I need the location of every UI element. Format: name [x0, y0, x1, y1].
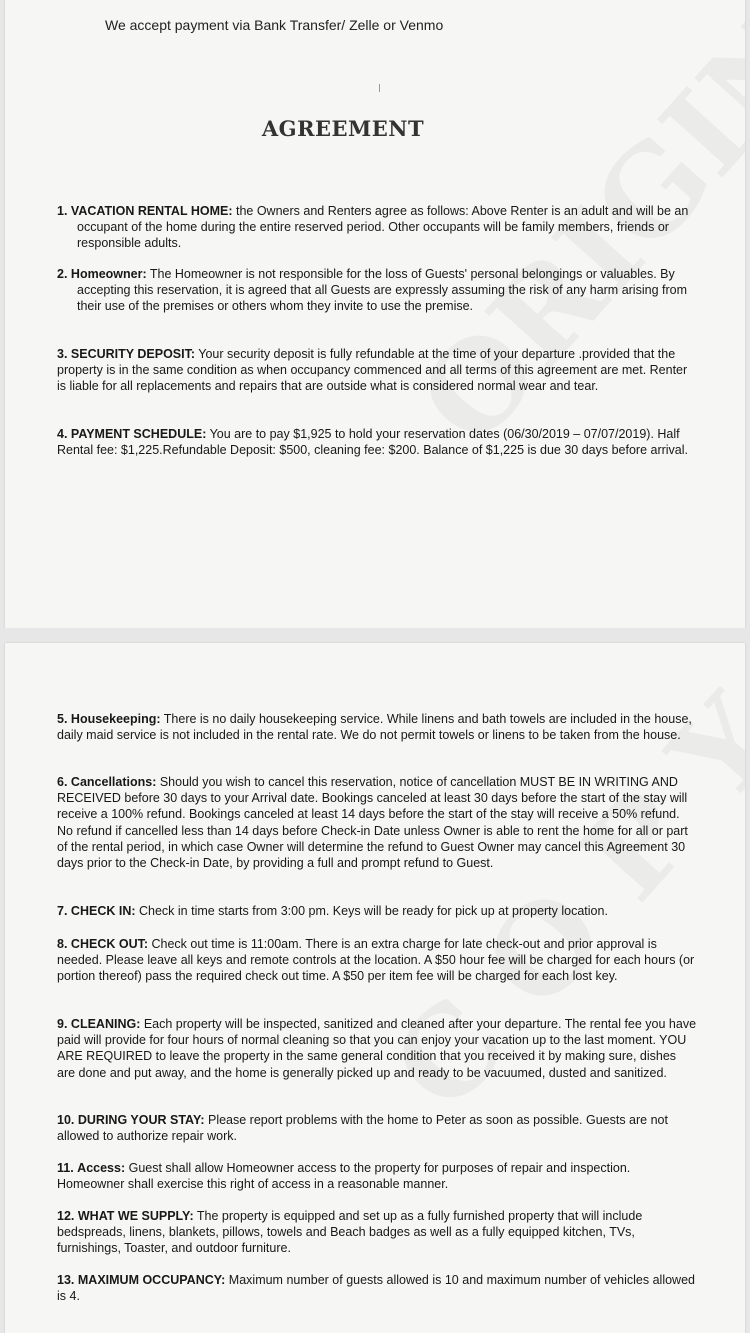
clause-1: 1. VACATION RENTAL HOME: the Owners and Renters agree as follows: Above Renter is an adult and will be an occupant of the home during the entire reserved period. Other occupants will be family members, friends or responsible adults. [57, 204, 689, 251]
clause-9: 9. CLEANING: Each property will be inspected, sanitized and cleaned after your departure. The rental fee you have paid will provide for four hours of normal cleaning so that you can enjoy your vacation up to the last moment. YOU ARE REQUIRED to leave the property in the same general condition that you received it by making sure, dishes are done and put away, and the home is generally picked up and ready to be vacuumed, dusted and sanitized. [57, 1017, 697, 1080]
clause-4: 4. PAYMENT SCHEDULE: You are to pay $1,925 to hold your reservation dates (06/30/2019 – 07/07/2019). Half Rental fee: $1,225.Refundable Deposit: $500, cleaning fee: $200. Balance of $1,225 is due 30 days before arrival. [57, 427, 688, 458]
clause-12: 12. WHAT WE SUPPLY: The property is equipped and set up as a fully furnished property that will include bedspreads, linens, blankets, pillows, towels and Beach badges as well as a fully equipped kitchen, TVs, furnishings, Toaster, and outdoor furniture. [57, 1209, 643, 1256]
clause-8: 8. CHECK OUT: Check out time is 11:00am. There is an extra charge for late check-out and prior approval is needed. Please leave all keys and remote controls at the location. A $50 hour fee will be charged for each hours (or portion thereof) pass the required check out time. A $50 per item fee will be charged for each lost key. [57, 937, 695, 984]
clause-6: 6. Cancellations: Should you wish to cancel this reservation, notice of cancellation MUST BE IN WRITING AND RECEIVED before 30 days to your Arrival date. Bookings canceled at least 30 days before the start of the stay will receive a 100% refund. Bookings canceled at least 14 days before the start of the stay will receive a 50% refund. No refund if cancelled less than 14 days before Check-in Date unless Owner is able to rent the home for all or part of the rental period, in which case Owner will determine the refund to Guest Owner may cancel this Agreement 30 days prior to the Check-in Date, by providing a full and prompt refund to Guest. [57, 775, 688, 871]
clause-7: 7. CHECK IN: Check in time starts from 3:00 pm. Keys will be ready for pick up at property location. [57, 904, 608, 918]
clause-11: 11. Access: Guest shall allow Homeowner access to the property for purposes of repair and inspection. Homeowner shall exercise this right of access in a reasonable manner. [57, 1161, 631, 1192]
agreement-title: AGREEMENT [261, 116, 425, 141]
clause-3: 3. SECURITY DEPOSIT: Your security deposit is fully refundable at the time of your departure .provided that the property is in the same condition as when occupancy commenced and all terms of this agreement are met. Renter is liable for all replacements and repairs that are outside what is considered normal wear and tear. [57, 347, 688, 394]
pen-mark [379, 84, 380, 92]
document-page-1 [5, 0, 745, 628]
payment-note: We accept payment via Bank Transfer/ Zelle or Venmo [105, 17, 444, 33]
page-divider [0, 628, 750, 643]
document-page-2 [5, 643, 745, 1333]
clause-5: 5. Housekeeping: There is no daily housekeeping service. While linens and bath towels are included in the house, daily maid service is not included in the rental rate. We do not permit towels or linens to be taken from the house. [57, 712, 692, 743]
clause-10: 10. DURING YOUR STAY: Please report problems with the home to Peter as soon as possible. Guests are not allowed to authorize repair work. [57, 1113, 668, 1144]
clause-13: 13. MAXIMUM OCCUPANCY: Maximum number of guests allowed is 10 and maximum number of vehicles allowed is 4. [57, 1273, 695, 1304]
clause-2: 2. Homeowner: The Homeowner is not responsible for the loss of Guests' personal belongings or valuables. By accepting this reservation, it is agreed that all Guests are expressly assuming the risk of any harm arising from their use of the premises or others whom they invite to use the premise. [57, 267, 687, 314]
